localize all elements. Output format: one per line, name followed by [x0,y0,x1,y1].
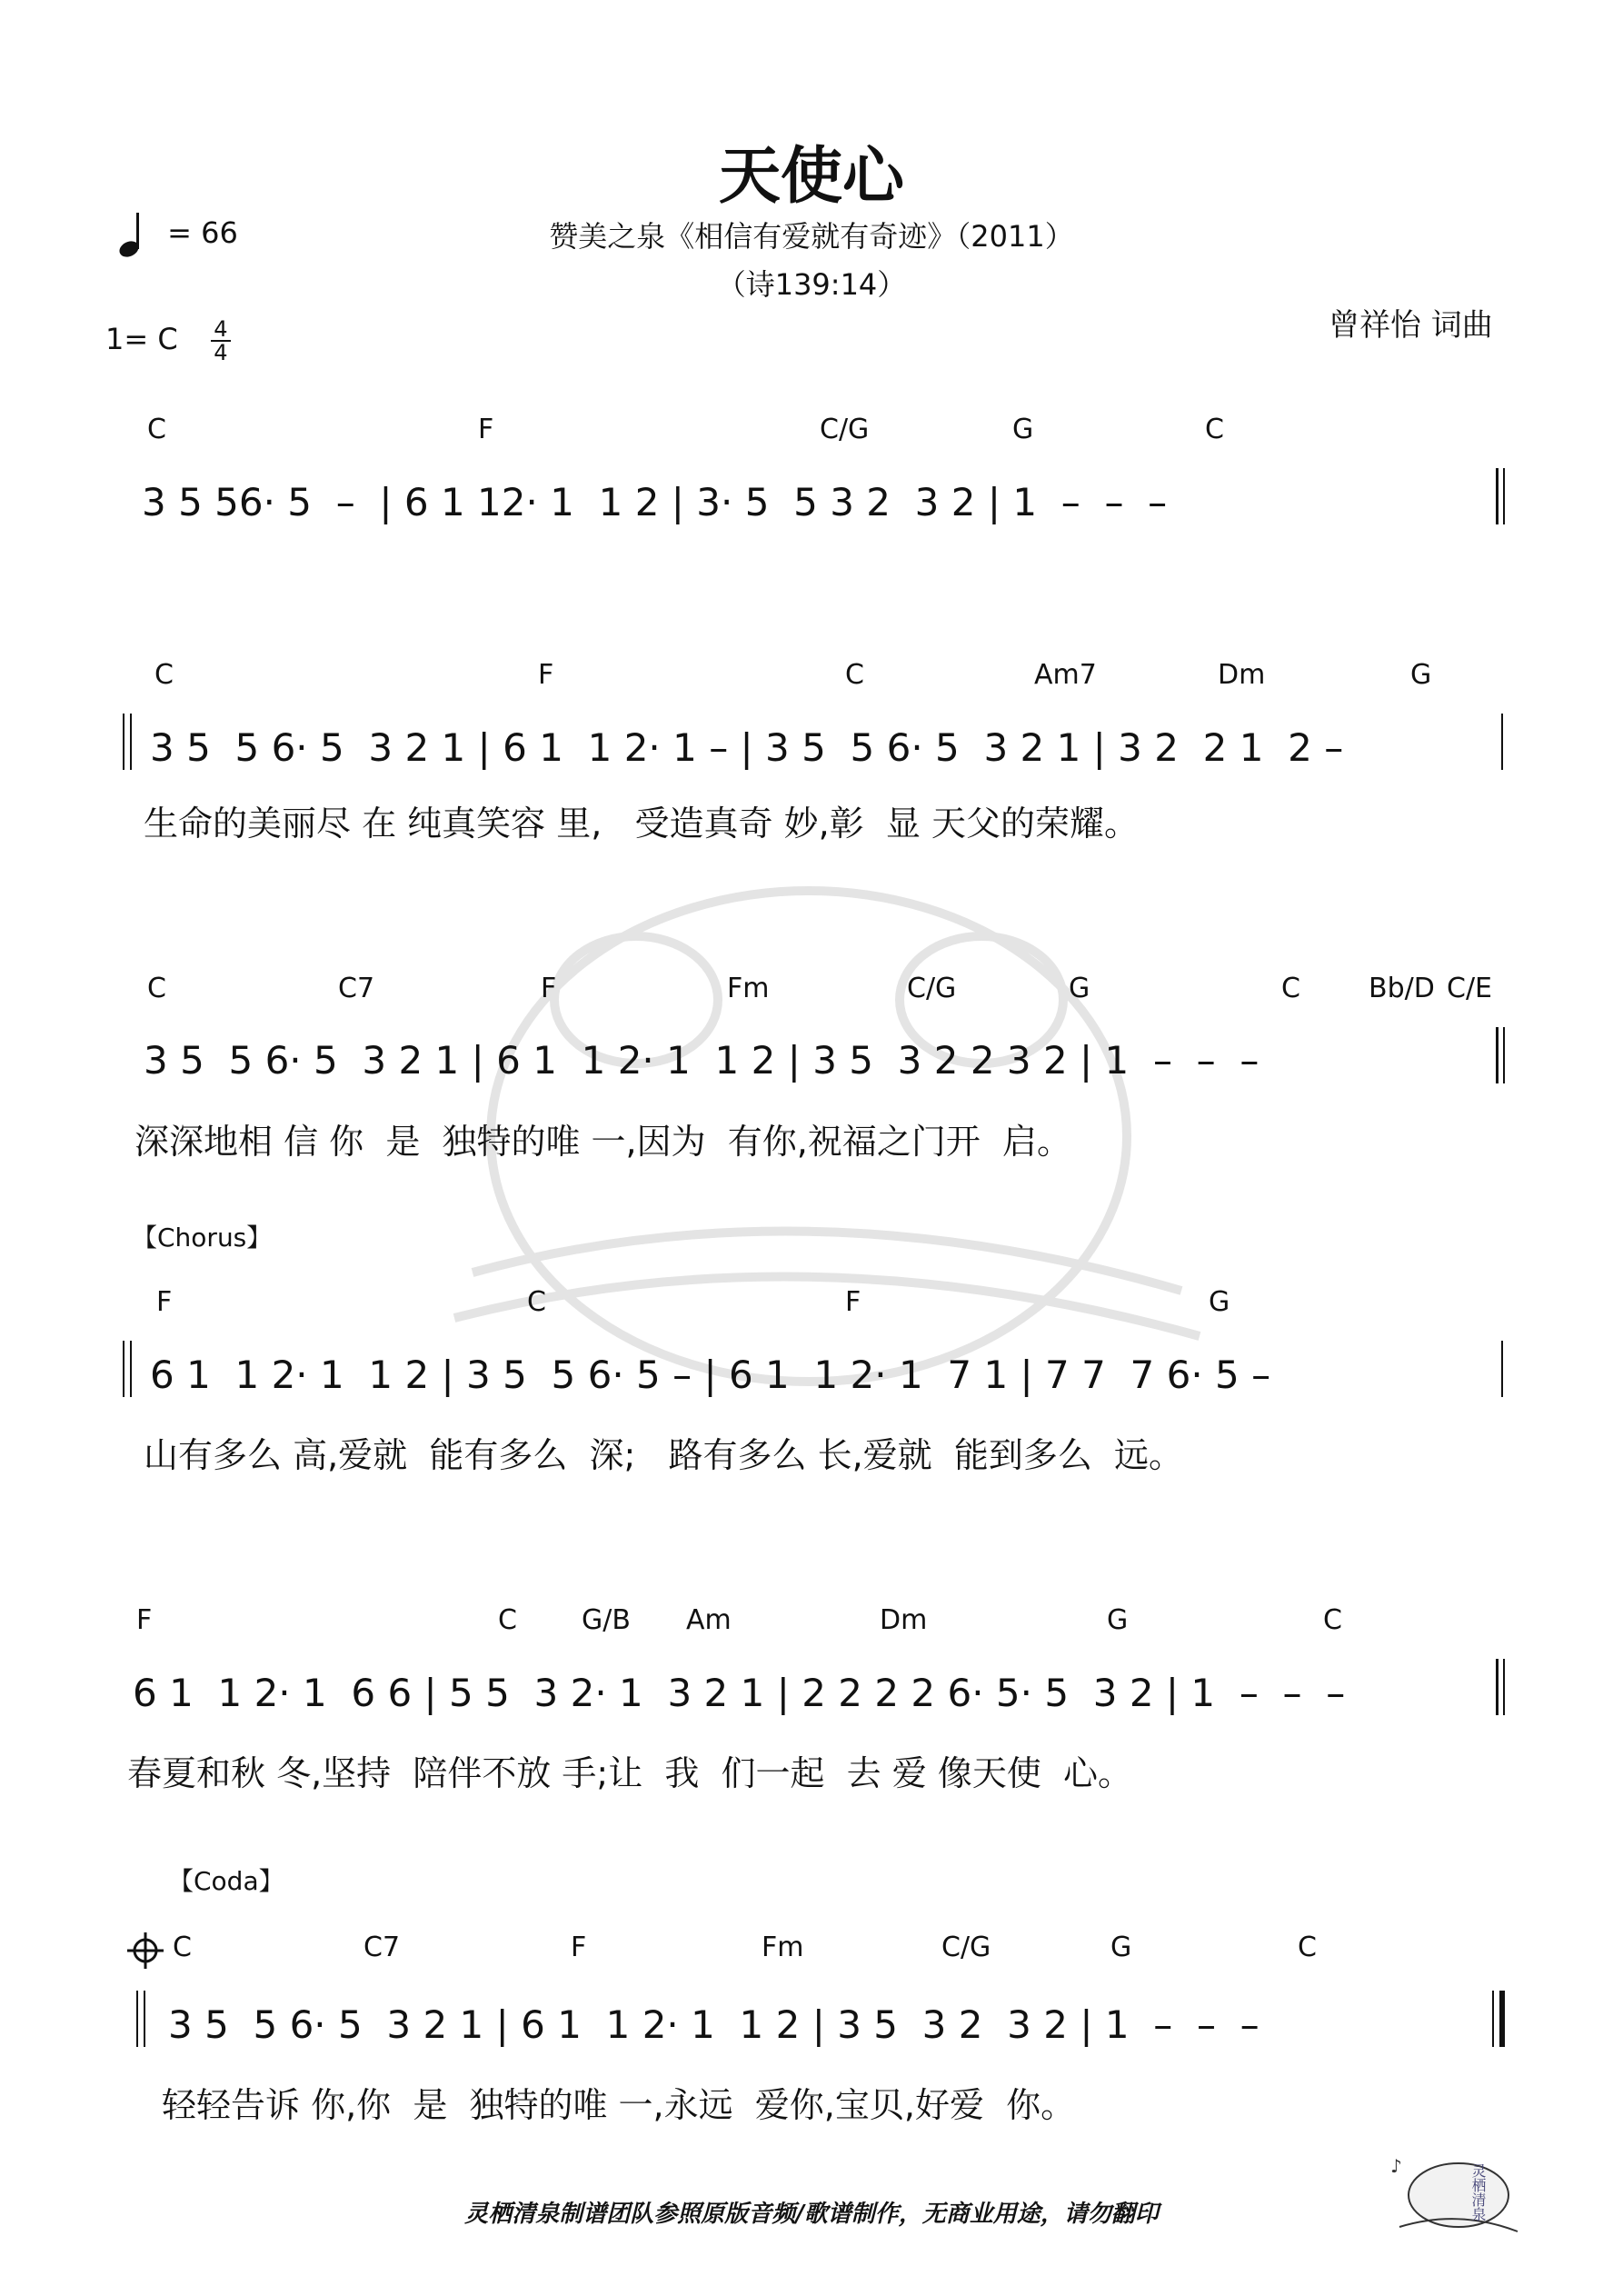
chord: G [1209,1286,1230,1318]
chord: G [1410,659,1432,691]
note-line: 3 5 5 6· 5 3 2 1 | 6 1 1 2· 1 1 2 | 3 5 3 2 2 3 2 | 1 – – – [144,1038,1260,1083]
lyrics-line: 轻轻告诉 你,你 是 独特的唯 一,永远 爱你,宝贝,好爱 你。 [162,2085,1076,2125]
chord: Fm [762,1932,804,1963]
barline [123,714,124,770]
chord: F [478,414,494,445]
chord: C [845,659,864,691]
chord: F [845,1286,861,1318]
chord: C/G [941,1932,991,1963]
chord: C [1205,414,1224,445]
chord: C/G [907,973,957,1004]
barline [130,714,132,770]
chord: F [571,1932,587,1963]
note-line: 3 5 5 6· 5 3 2 1 | 6 1 1 2· 1 1 2 | 3 5 3 2 3 2 | 1 – – – [168,2002,1260,2047]
chord: C [1323,1604,1342,1636]
song-subtitle: 赞美之泉《相信有爱就有奇迹》（2011） [549,219,1074,254]
chord: G/B [582,1604,631,1636]
barline [1501,714,1503,770]
chord: Dm [880,1604,928,1636]
note-line: 3 5 56· 5 – | 6 1 12· 1 1 2 | 3· 5 5 3 2 3 2 | 1 – – – [142,480,1168,524]
chord: C [527,1286,546,1318]
chord: G [1069,973,1090,1004]
barline [136,1991,138,2047]
copyright-footer: 灵栖清泉制谱团队参照原版音频/歌谱制作，无商业用途，请勿翻印 [464,2201,1159,2228]
section-label-chorus: 【Chorus】 [132,1223,273,1253]
chord: C [147,414,166,445]
note-line: 6 1 1 2· 1 1 2 | 3 5 5 6· 5 – | 6 1 1 2· 1 7 1 | 7 7 7 6· 5 – [150,1353,1271,1397]
chord: C7 [338,973,375,1004]
chord: C/G [820,414,870,445]
sheep-logo-icon [1381,2145,1527,2245]
chord: G [1107,1604,1129,1636]
chord: Am7 [1034,659,1097,691]
final-barline [1499,1991,1505,2047]
chord: G [1110,1932,1132,1963]
lyrics-line: 深深地相 信 你 是 独特的唯 一,因为 有你,祝福之门开 启。 [134,1122,1072,1162]
composer-credit: 曾祥怡 词曲 [1329,307,1493,344]
chord: C7 [363,1932,401,1963]
chord: F [136,1604,153,1636]
chord: Dm [1218,659,1266,691]
coda-symbol-icon [127,1932,164,1969]
lyrics-line: 生命的美丽尽 在 纯真笑容 里, 受造真奇 妙,彰 显 天父的荣耀。 [144,804,1139,844]
chord: C/E [1447,973,1493,1004]
song-title: 天使心 [718,141,904,213]
note-line: 6 1 1 2· 1 6 6 | 5 5 3 2· 1 3 2 1 | 2 2 2 2 6· 5· 5 3 2 | 1 – – – [133,1671,1346,1715]
chord: F [538,659,554,691]
meter-bottom: 4 [211,340,231,364]
barline [1503,1659,1505,1715]
note-line: 3 5 5 6· 5 3 2 1 | 6 1 1 2· 1 – | 3 5 5 6· 5 3 2 1 | 3 2 2 1 2 – [150,725,1344,770]
final-barline [1496,1659,1499,1715]
barline [1492,1991,1494,2047]
chord: C [154,659,174,691]
barline [144,1991,145,2047]
key-value: 1= C [105,322,178,356]
scripture-reference: （诗139:14） [716,267,907,302]
chord: G [1012,414,1034,445]
barline [1503,468,1505,524]
publisher-logo [1381,2145,1527,2245]
chord: C [1281,973,1300,1004]
final-barline [1496,468,1499,524]
meter-top: 4 [214,316,228,342]
chord: C [147,973,166,1004]
lyrics-line: 山有多么 高,爱就 能有多么 深; 路有多么 长,爱就 能到多么 远。 [144,1435,1183,1475]
logo-text: 灵栖清泉 [1469,2163,1487,2221]
chord: C [173,1932,192,1963]
tempo-value: = 66 [167,215,238,250]
barline [1503,1027,1505,1083]
section-label-coda: 【Coda】 [168,1866,284,1896]
lyrics-line: 春夏和秋 冬,坚持 陪伴不放 手;让 我 们一起 去 爱 像天使 心。 [127,1753,1132,1793]
barline [123,1341,124,1397]
final-barline [1496,1027,1499,1083]
svg-text:♪: ♪ [1390,2155,1402,2177]
chord: C [498,1604,517,1636]
barline [130,1341,132,1397]
chord: C [1298,1932,1317,1963]
barline [1501,1341,1503,1397]
chord: F [156,1286,173,1318]
chord: Am [686,1604,732,1636]
chord: Bb/D [1369,973,1435,1004]
chord: F [541,973,557,1004]
chord: Fm [727,973,770,1004]
